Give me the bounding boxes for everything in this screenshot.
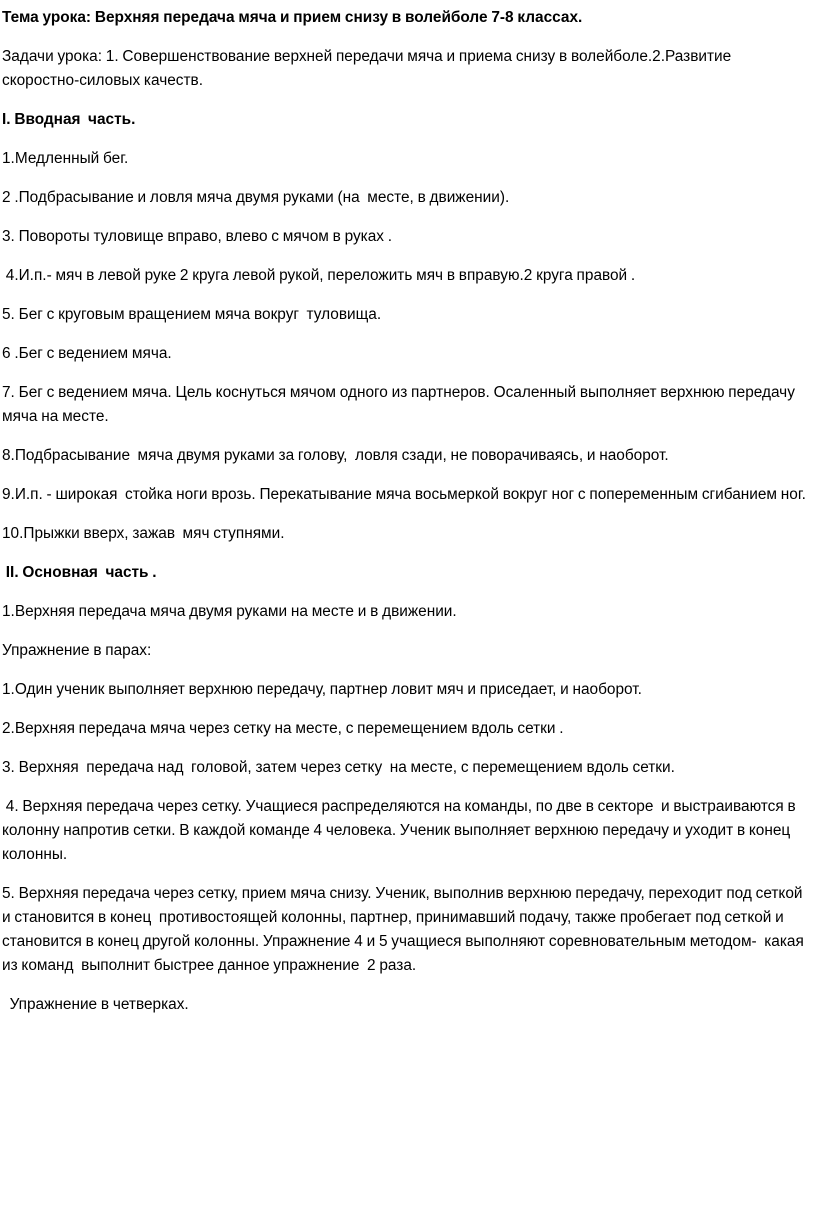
exercise-item: 6 .Бег с ведением мяча. <box>2 345 172 362</box>
section-heading-intro: I. Вводная часть. <box>2 111 136 128</box>
exercise-item: 3. Верхняя передача над головой, затем через сетку на месте, с перемещением вдоль сетки. <box>2 759 675 776</box>
exercise-item: 7. Бег с ведением мяча. Цель коснуться мячом одного из партнеров. Осаленный выполняет верхнюю передачу мяча на месте. <box>2 384 799 425</box>
lesson-objectives: Задачи урока: 1. Совершенствование верхней передачи мяча и приема снизу в волейболе.2.Развитие скоростно-силовых качеств. <box>2 48 735 89</box>
lesson-topic: Тема урока: Верхняя передача мяча и прием снизу в волейболе 7-8 классах. <box>2 9 583 26</box>
exercise-item: 1.Медленный бег. <box>2 150 129 167</box>
exercise-item: 1.Один ученик выполняет верхнюю передачу, партнер ловит мяч и приседает, и наоборот. <box>2 681 642 698</box>
exercise-item: 2 .Подбрасывание и ловля мяча двумя руками (на месте, в движении). <box>2 189 510 206</box>
exercise-item: 10.Прыжки вверх, зажав мяч ступнями. <box>2 525 285 542</box>
exercise-item: 4.И.п.- мяч в левой руке 2 круга левой рукой, переложить мяч в вправую.2 круга правой . <box>2 267 636 284</box>
exercise-item: 2.Верхняя передача мяча через сетку на месте, с перемещением вдоль сетки . <box>2 720 564 737</box>
subsection-label: Упражнение в парах: <box>2 642 152 659</box>
exercise-item: 1.Верхняя передача мяча двумя руками на месте и в движении. <box>2 603 457 620</box>
exercise-item: 9.И.п. - широкая стойка ноги врозь. Перекатывание мяча восьмеркой вокруг ног с попеременным сгибанием ног. <box>2 486 806 503</box>
subsection-label: Упражнение в четверках. <box>2 996 189 1013</box>
section-heading-main: II. Основная часть . <box>2 564 157 581</box>
exercise-item: 4. Верхняя передача через сетку. Учащиеся распределяются на команды, по две в секторе и выстраиваются в колонну напротив сетки. В каждой команде 4 человека. Ученик выполняет верхнюю передачу и уходит в конец колонны. <box>2 798 800 863</box>
exercise-item: 5. Бег с круговым вращением мяча вокруг туловища. <box>2 306 382 323</box>
exercise-item: 3. Повороты туловище вправо, влево с мячом в руках . <box>2 228 393 245</box>
exercise-item: 8.Подбрасывание мяча двумя руками за голову, ловля сзади, не поворачиваясь, и наоборот. <box>2 447 669 464</box>
exercise-item: 5. Верхняя передача через сетку, прием мяча снизу. Ученик, выполнив верхнюю передачу, переходит под сеткой и становится в конец противостоящей колонны, партнер, принимавший подачу, также пробегает под сеткой и становится в конец другой колонны. Упражнение 4 и 5 учащиеся выполняют соревновательным методом- какая из команд выполнит быстрее данное упражнение 2 раза. <box>2 885 808 974</box>
